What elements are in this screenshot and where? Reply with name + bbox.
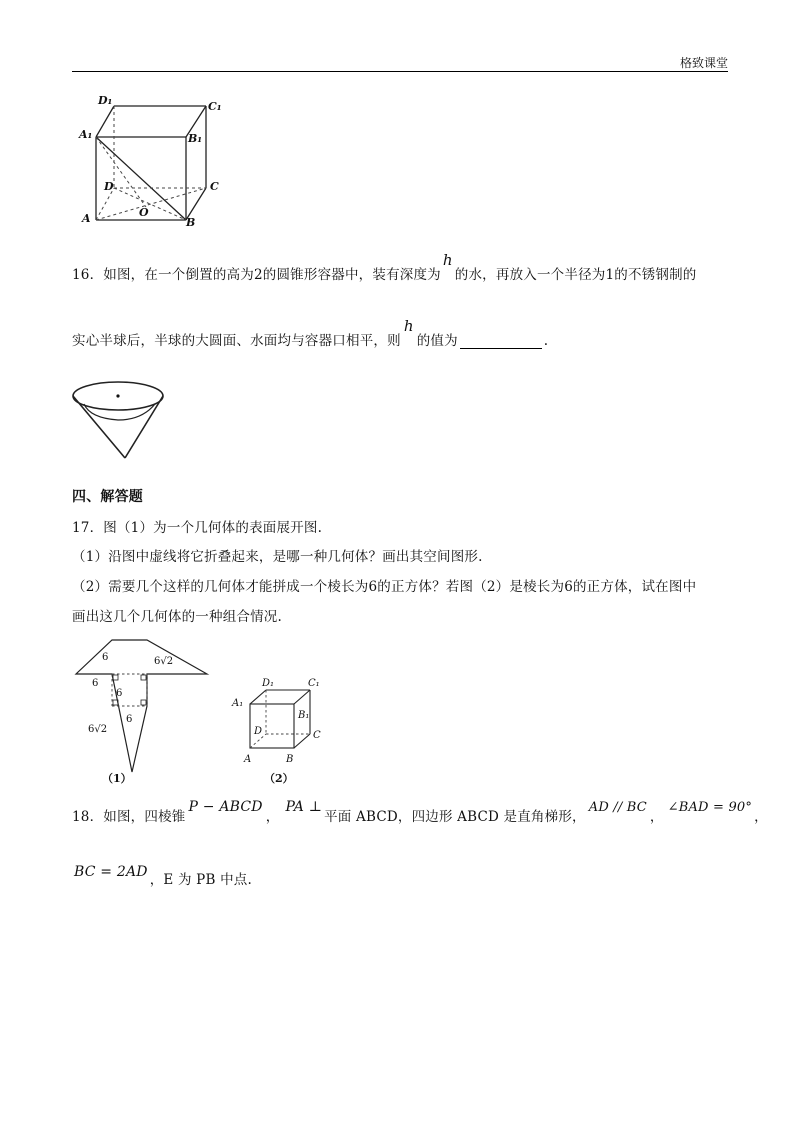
answer-blank <box>460 334 542 349</box>
label-D: D <box>104 180 114 193</box>
cube2-label-B1: B₁ <box>298 710 310 721</box>
fig1-caption: （1） <box>102 772 132 785</box>
cube2-label-A: A <box>244 754 252 765</box>
expr-perp: PA ⊥ <box>285 799 323 815</box>
label-D1: D₁ <box>98 94 113 107</box>
header-rule <box>72 71 728 72</box>
cube2-label-C1: C₁ <box>308 678 320 689</box>
q18-line1: 18．如图，四棱锥P − ABCD，PA ⊥平面 ABCD，四边形 ABCD 是直角梯形，AD // BC，∠BAD = 90°， <box>72 799 768 825</box>
cube2-label-A1: A₁ <box>232 698 244 709</box>
cube2-label-C: C <box>313 730 321 741</box>
cube2-label-D: D <box>254 726 263 737</box>
section-title: 四、解答题 <box>72 489 143 505</box>
net-figure-q17 <box>72 636 212 786</box>
var-h-2: h <box>403 317 414 335</box>
net-label-6-lower: 6 <box>126 714 133 725</box>
cone-figure-q16 <box>70 374 170 464</box>
expr-angle: ∠BAD = 90° <box>667 800 753 815</box>
net-label-6root2-top: 6√2 <box>154 656 174 667</box>
cube2-label-D1: D₁ <box>262 678 275 689</box>
q17-line1: 17．图（1）为一个几何体的表面展开图. <box>72 520 323 536</box>
label-B1: B₁ <box>188 132 203 145</box>
expr-bc: BC = 2AD <box>74 864 148 880</box>
var-h: h <box>442 251 453 269</box>
net-label-6-top: 6 <box>102 652 109 663</box>
q18-line2: BC = 2AD ，E 为 PB 中点. <box>74 864 252 888</box>
cube-figure-q15 <box>76 92 226 232</box>
label-A: A <box>82 212 91 225</box>
net-label-6root2-bottom: 6√2 <box>88 724 108 735</box>
cube-figure-q17 <box>228 672 338 786</box>
q16-line2: 实心半球后，半球的大圆面、水面均与容器口相平，则h的值为 . <box>72 317 549 349</box>
label-C: C <box>210 180 219 193</box>
header-brand: 格致课堂 <box>679 56 728 70</box>
label-O: O <box>139 206 149 219</box>
q17-line2: （1）沿图中虚线将它折叠起来，是哪一种几何体？画出其空间图形. <box>72 549 483 565</box>
label-A1: A₁ <box>79 128 93 141</box>
expr-parallel: AD // BC <box>588 800 647 815</box>
expr-pyramid: P − ABCD <box>188 799 263 815</box>
label-C1: C₁ <box>208 100 222 113</box>
net-label-6-mid: 6 <box>116 688 123 699</box>
label-B: B <box>186 216 196 229</box>
fig2-caption: （2） <box>264 772 294 785</box>
q16-line1: 16．如图，在一个倒置的高为2的圆锥形容器中，装有深度为h的水，再放入一个半径为1的不锈钢制的 <box>72 251 697 283</box>
q17-line3: （2）需要几个这样的几何体才能拼成一个棱长为6的正方体？若图（2）是棱长为6的正方体，试在图中 <box>72 579 697 595</box>
cube2-label-B: B <box>286 754 294 765</box>
net-label-6-left: 6 <box>92 678 99 689</box>
q17-line4: 画出这几个几何体的一种组合情况. <box>72 609 282 625</box>
